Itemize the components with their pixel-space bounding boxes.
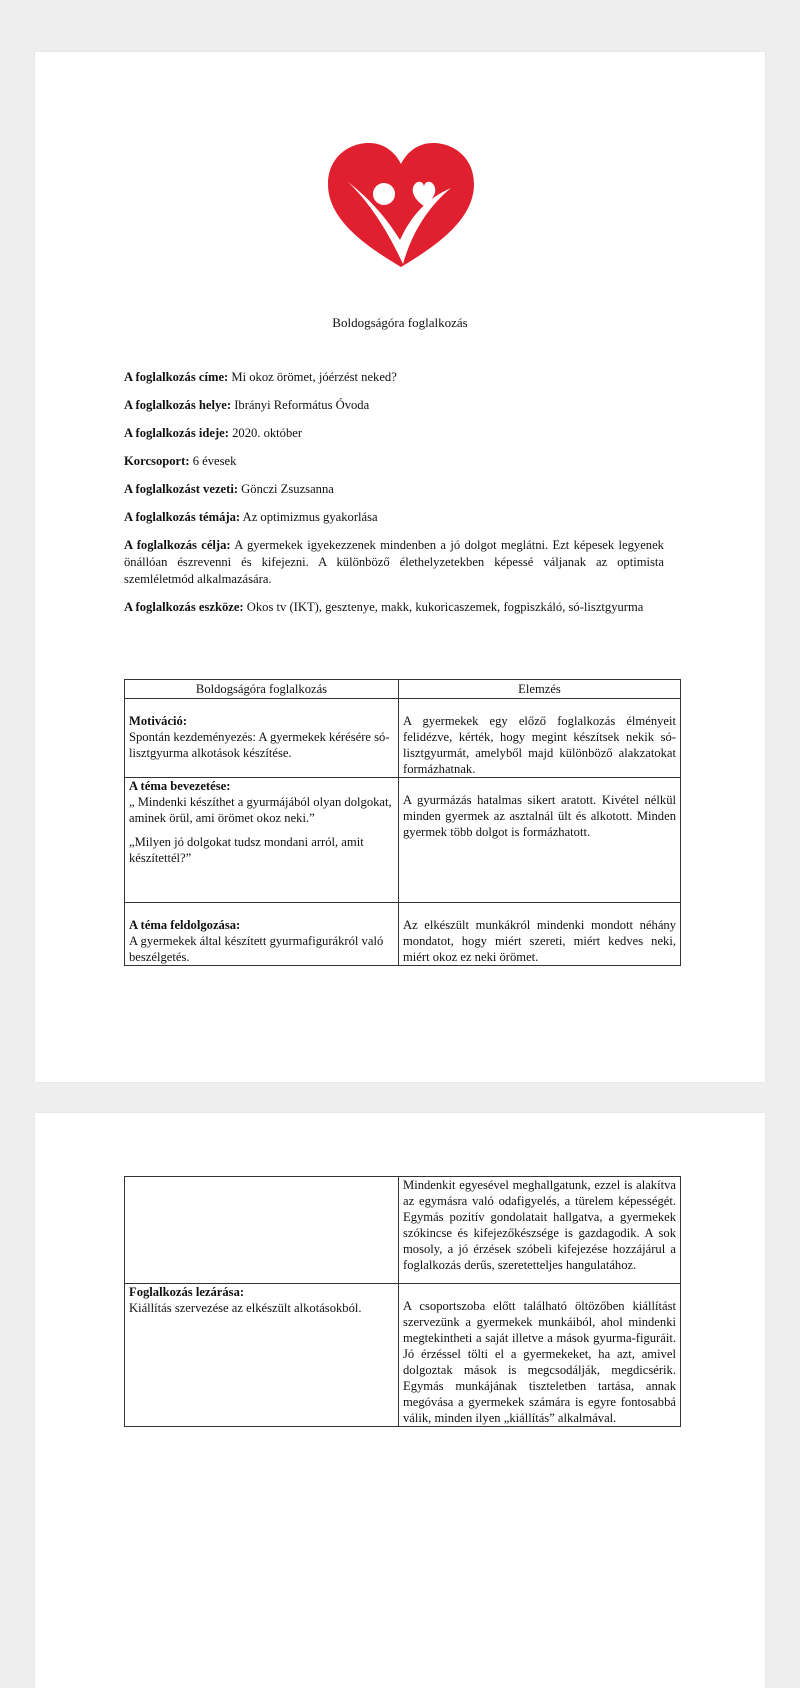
field-age-group: Korcsoport: 6 évesek <box>124 454 237 468</box>
table-row <box>125 778 681 903</box>
table-cell <box>399 778 681 903</box>
field-goal: A foglalkozás célja: A gyermekek igyekezzenek mindenben a jó dolgot meglátni. Ezt képesek legyenek önállóan észrevenni és kifejezni. A különböző élethelyzetekben képessé váljanak az optimista szemléletmód alkalmazására. <box>124 538 664 586</box>
cell-text: A gyermekek által készített gyurmafigurákról való beszélgetés. <box>129 934 384 964</box>
section-title: A téma bevezetése: <box>129 779 231 793</box>
table-cell <box>399 1284 681 1427</box>
table-cell <box>399 903 681 966</box>
table-row <box>125 1177 681 1284</box>
field-title: A foglalkozás címe: Mi okoz örömet, jóérzést neked? <box>124 370 397 384</box>
section-title: Foglalkozás lezárása: <box>129 1285 245 1299</box>
field-tools: A foglalkozás eszköze: Okos tv (IKT), gesztenye, makk, kukoricaszemek, fogpiszkáló, só-lisztgyurma <box>124 600 644 614</box>
cell-text: A csoportszoba előtt található öltözőben kiállítást szervezünk a gyermekek munkáiból, ahol mindenki megtekintheti a saját illetve a mások gyurma-figuráit. Jó érzéssel tölti el a gyermekeket, ha azt, amivel dolgoztak mások is megcsodálják, megdicsérik. Egymás munkájának tiszteletben tartása, annak megóvása a gyermekek számára is egyre fontosabbá válik, minden ilyen „kiállítás” alkalmával. <box>403 1299 676 1425</box>
table-row <box>125 699 681 778</box>
lesson-details <box>124 369 664 627</box>
table-cell <box>125 778 399 903</box>
table-row <box>125 903 681 966</box>
section-title: Motiváció: <box>129 714 188 728</box>
lesson-table-continued <box>124 1176 681 1427</box>
lesson-table <box>124 679 681 966</box>
field-leader: A foglalkozást vezeti: Gönczi Zsuzsanna <box>124 482 334 496</box>
table-cell <box>125 903 399 966</box>
cell-text: Mindenkit egyesével meghallgatunk, ezzel is alakítva az egymásra való odafigyelés, a türelem képességét. Egymás pozitív gondolatait hallgatva, a gyermekek szókincse és kifejezőkészsége is gazdagodik. A sok mosoly, a jó érzések szóbeli kifejezése hozzájárul a foglalkozás derűs, szeretetteljes hangulatához. <box>403 1178 676 1272</box>
field-date: A foglalkozás ideje: 2020. október <box>124 426 303 440</box>
cell-text: Kiállítás szervezése az elkészült alkotásokból. <box>129 1301 362 1315</box>
document-page-1 <box>35 52 765 1082</box>
table-cell <box>399 699 681 778</box>
section-title: A téma feldolgozása: <box>129 918 241 932</box>
table-cell <box>125 1284 399 1427</box>
document-title: Boldogságóra foglalkozás <box>332 315 468 330</box>
cell-text: „Milyen jó dolgokat tudsz mondani arról, amit készítettél?” <box>129 835 364 865</box>
cell-text: Spontán kezdeményezés: A gyermekek kérésére só-lisztgyurma alkotások készítése. <box>129 730 390 760</box>
table-cell <box>399 1177 681 1284</box>
table-header-row <box>125 680 681 699</box>
cell-text: A gyurmázás hatalmas sikert aratott. Kivétel nélkül minden gyermek az asztalnál ült és alkotott. Minden gyermek több dolgot is formázhatott. <box>403 793 676 839</box>
field-place: A foglalkozás helye: Ibrányi Református Óvoda <box>124 398 370 412</box>
table-row <box>125 1284 681 1427</box>
heart-logo-icon <box>326 140 476 270</box>
table-cell <box>125 699 399 778</box>
field-topic: A foglalkozás témája: Az optimizmus gyakorlása <box>124 510 378 524</box>
cell-text: Az elkészült munkákról mindenki mondott néhány mondatot, hogy miért szereti, miért kedves neki, miért okoz ez neki örömet. <box>403 918 676 964</box>
table-header-cell: Elemzés <box>399 680 681 699</box>
table-header-cell: Boldogságóra foglalkozás <box>125 680 399 699</box>
cell-text: „ Mindenki készíthet a gyurmájából olyan dolgokat, aminek örül, ami örömet okoz neki.” <box>129 795 392 825</box>
table-cell <box>125 1177 399 1284</box>
document-page-2 <box>35 1113 765 1688</box>
cell-text: A gyermekek egy előző foglalkozás élményeit felidézve, kérték, hogy megint készítsek nekik só-lisztgyurmát, amelyből majd különböző alakzatokat formázhatnak. <box>403 714 676 776</box>
